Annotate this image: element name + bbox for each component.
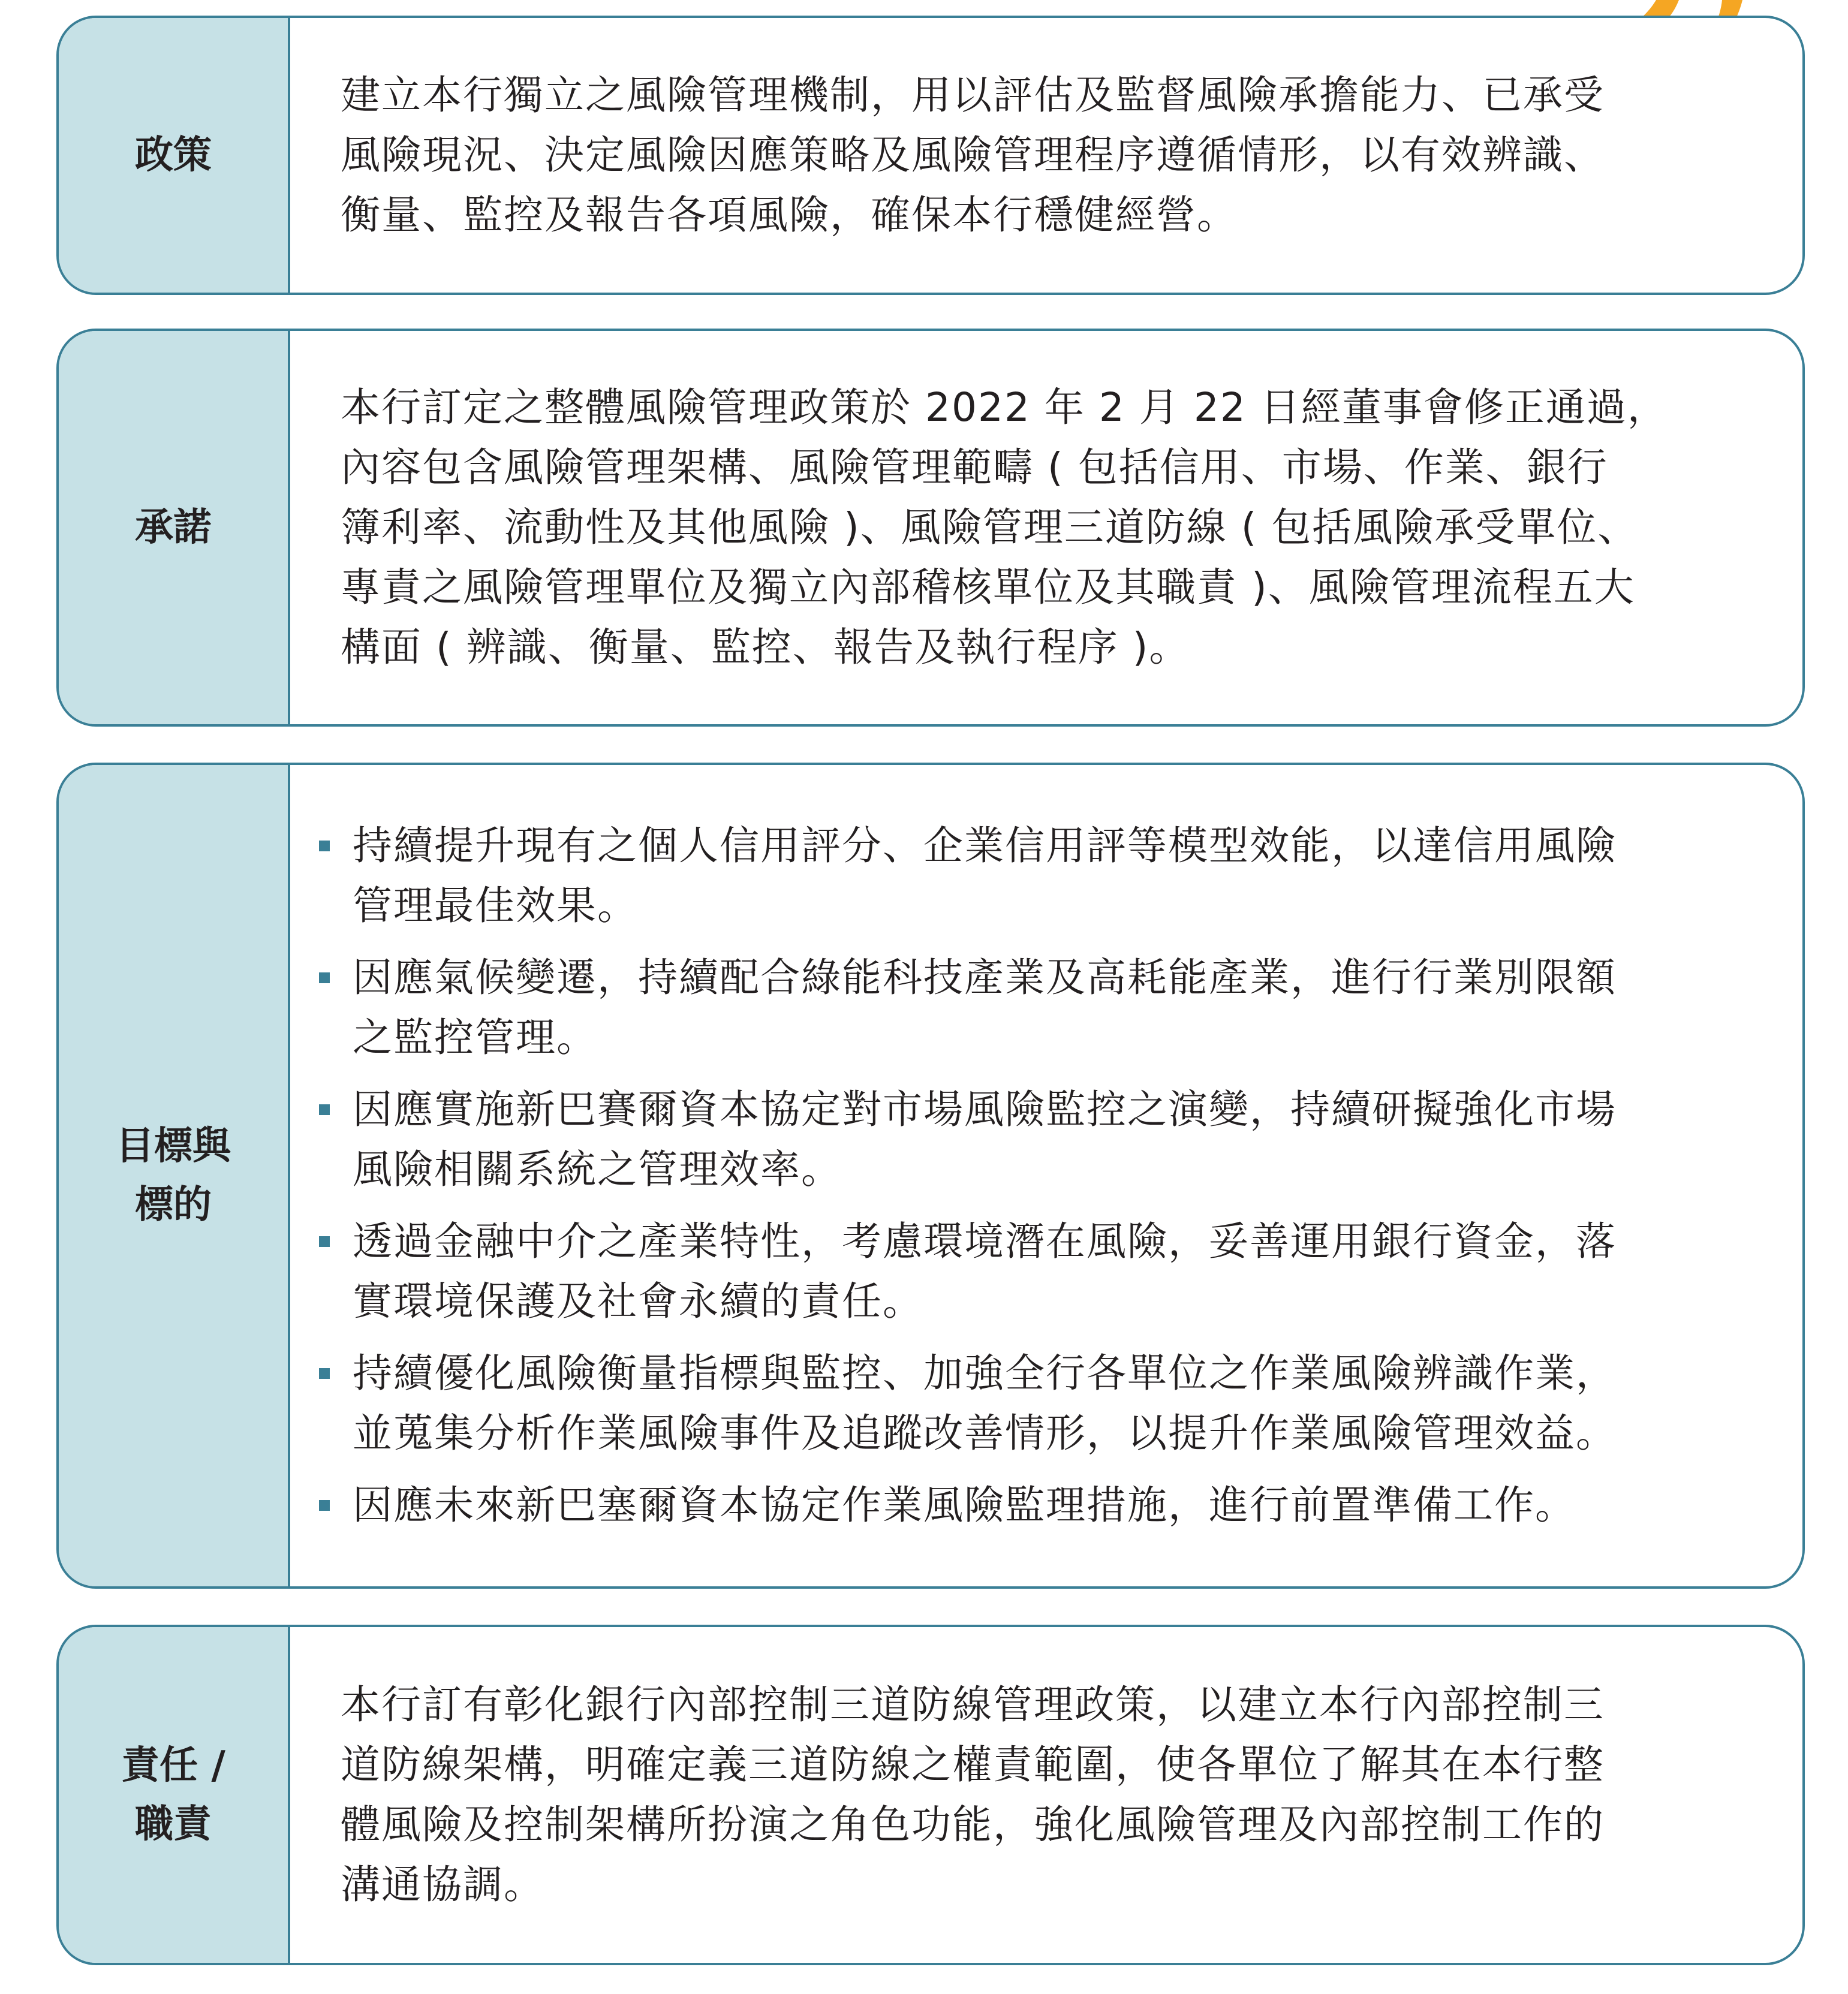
square-bullet-icon <box>319 1104 330 1115</box>
responsibility-label-line: 職責 <box>135 1802 212 1847</box>
commitment-text-line: 本行訂定之整體風險管理政策於 2022 年 2 月 22 日經董事會修正通過， <box>341 384 1668 430</box>
commitment-label <box>59 331 290 724</box>
commitment-text-line: 專責之風險管理單位及獨立內部稽核單位及其職責 )、風險管理流程五大 <box>341 564 1635 610</box>
policy-card <box>56 16 1805 295</box>
commitment-card <box>56 329 1805 727</box>
goal-item-line: 因應實施新巴賽爾資本協定對市場風險監控之演變，持續研擬強化市場 <box>353 1086 1617 1132</box>
goal-item-line: 實環境保護及社會永續的責任。 <box>353 1278 923 1324</box>
square-bullet-icon <box>319 1500 330 1511</box>
responsibility-text-line: 體風險及控制架構所扮演之角色功能，強化風險管理及內部控制工作的 <box>341 1802 1605 1848</box>
commitment-text-line: 簿利率、流動性及其他風險 )、風險管理三道防線 ( 包括風險承受單位、 <box>341 504 1639 550</box>
policy-label <box>59 18 290 293</box>
goals-card <box>56 763 1805 1589</box>
square-bullet-icon <box>319 1368 330 1379</box>
goals-label <box>59 765 290 1586</box>
commitment-text-line: 構面 ( 辨識、衡量、監控、報告及執行程序 )。 <box>341 624 1190 670</box>
goal-item <box>311 1344 1764 1463</box>
goals-list <box>311 816 1764 1535</box>
square-bullet-icon <box>319 972 330 983</box>
responsibility-text-line: 本行訂有彰化銀行內部控制三道防線管理政策，以建立本行內部控制三 <box>341 1682 1605 1728</box>
goal-item <box>311 816 1764 936</box>
goal-item <box>311 1475 1764 1535</box>
responsibility-card <box>56 1625 1805 1965</box>
commitment-text-line: 內容包含風險管理架構、風險管理範疇 ( 包括信用、市場、作業、銀行 <box>341 444 1608 490</box>
responsibility-text <box>341 1627 1764 1963</box>
commitment-label-line: 承諾 <box>135 505 212 550</box>
goal-item-line: 持續提升現有之個人信用評分、企業信用評等模型效能，以達信用風險 <box>353 823 1617 869</box>
goal-item-line: 並蒐集分析作業風險事件及追蹤改善情形，以提升作業風險管理效益。 <box>353 1410 1617 1456</box>
goal-item-line: 風險相關系統之管理效率。 <box>353 1146 842 1192</box>
goals-label-line: 目標與 <box>116 1124 231 1168</box>
goal-item <box>311 1212 1764 1332</box>
policy-label-line: 政策 <box>135 133 212 177</box>
goal-item-line: 管理最佳效果。 <box>353 882 638 929</box>
goals-label-line: 標的 <box>135 1183 212 1227</box>
responsibility-label-line: 責任 / <box>121 1743 225 1788</box>
goal-item-line: 因應未來新巴塞爾資本協定作業風險監理措施，進行前置準備工作。 <box>353 1482 1576 1528</box>
commitment-text <box>341 331 1764 724</box>
policy-text <box>341 18 1764 293</box>
goal-item-line: 透過金融中介之產業特性，考慮環境潛在風險，妥善運用銀行資金，落 <box>353 1218 1617 1264</box>
goal-item-line: 持續優化風險衡量指標與監控、加強全行各單位之作業風險辨識作業， <box>353 1350 1617 1396</box>
policy-text-line: 風險現況、決定風險因應策略及風險管理程序遵循情形，以有效辨識、 <box>341 132 1605 178</box>
goal-item-line: 之監控管理。 <box>353 1014 597 1061</box>
policy-text-line: 建立本行獨立之風險管理機制，用以評估及監督風險承擔能力、已承受 <box>341 72 1605 118</box>
goal-item <box>311 948 1764 1068</box>
goals-list-container <box>311 765 1764 1586</box>
square-bullet-icon <box>319 1236 330 1247</box>
goal-item <box>311 1080 1764 1200</box>
responsibility-text-line: 道防線架構，明確定義三道防線之權責範圍，使各單位了解其在本行整 <box>341 1742 1605 1788</box>
policy-text-line: 衡量、監控及報告各項風險，確保本行穩健經營。 <box>341 192 1238 238</box>
goal-item-line: 因應氣候變遷，持續配合綠能科技產業及高耗能產業，進行行業別限額 <box>353 954 1617 1001</box>
square-bullet-icon <box>319 841 330 851</box>
responsibility-text-line: 溝通協調。 <box>341 1862 544 1908</box>
responsibility-label <box>59 1627 290 1963</box>
